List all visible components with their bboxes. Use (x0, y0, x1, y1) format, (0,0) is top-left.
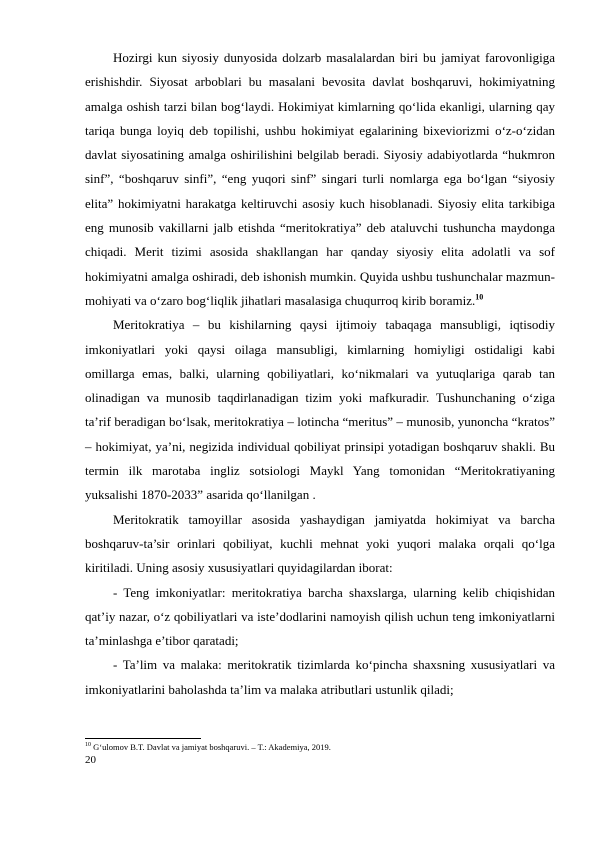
footnote-mark: 10 (85, 742, 91, 749)
paragraph-intro (85, 46, 555, 313)
paragraph-meritocracy-definition: Meritokratiya – bu kishilarning qaysi ijtimoiy tabaqaga mansubligi, iqtisodiy imkoniyatlari yoki qaysi oilaga mansubligi, kimlarning homiyligi ostidaligi kabi omillarga emas, balki, ularning qobiliyatlari, ko‘nikmalari va yutuqlariga qarab tan olinadigan va munosib taqdirlanadigan tizim yoki mafkuradir. Tushunchaning o‘ziga ta’rif beradigan bo‘lsak, meritokratiya – lotincha “meritus” – munosib, yunoncha “kratos” – hokimiyat, ya’ni, negizida individual qobiliyat prinsipi yotadigan boshqaruv shakli. Bu termin ilk marotaba ingliz sotsiologi Maykl Yang tomonidan “Meritokratiyaning yuksalishi 1870-2033” asarida qo‘llanilgan . (85, 317, 555, 503)
footnote-reference[interactable]: 10 (475, 292, 484, 302)
footnote-text: G‘ulomov B.T. Davlat va jamiyat boshqaruvi. – T.: Akademiya, 2019. (91, 742, 331, 752)
paragraph-intro-text: Hozirgi kun siyosiy dunyosida dolzarb masalalardan biri bu jamiyat farovonligiga erishishdir. Siyosat arboblari bu masalani bevosita davlat boshqaruvi, hokimiyatning amalga oshish tarzi bilan bog‘laydi. Hokimiyat kimlarning qo‘lida ekanligi, ularning qay tariqa bunga loyiq deb topilishi, ushbu hokimiyat egalarining bixeviorizmi o‘z-o‘zidan davlat siyosatining amalga oshirilishini belgilab beradi. Siyosiy adabiyotlarda “hukmron sinf”, “boshqaruv sinfi”, “eng yuqori sinf” singari turli nomlarga ega bo‘lgan “siyosiy elita” hokimiyatni harakatga keltiruvchi asosiy kuch hisoblanadi. Siyosiy elita tarkibiga eng munosib vakillarni jalb etishda “meritokratiya” deb ataluvchi tushuncha maydonga chiqadi. Merit tizimi asosida shakllangan har qanday siyosiy elita adolatli va sof hokimiyatni amalga oshiradi, deb ishonish mumkin. Quyida ushbu tushunchalar mazmun-mohiyati va o‘zaro bog‘liqlik jihatlari masalasiga chuqurroq kirib boramiz. (85, 50, 555, 308)
footnote (85, 741, 555, 753)
page-number: 20 (85, 754, 96, 766)
list-item-equal-opportunities: - Teng imkoniyatlar: meritokratiya barcha shaxslarga, ularning kelib chiqishidan qat’iy nazar, o‘z qobiliyatlari va iste’dodlarini namoyish qilish uchun teng imkoniyatlarni ta’minlashga e’tibor qaratadi; (85, 584, 555, 649)
footnote-divider (85, 738, 201, 739)
paragraph-meritocratic-principles: Meritokratik tamoyillar asosida yashaydigan jamiyatda hokimiyat va barcha boshqaruv-ta’sir orinlari qobiliyat, kuchli mehnat yoki yuqori malaka orqali qo‘lga kiritiladi. Uning asosiy xususiyatlari quyidagilardan iborat: (85, 511, 555, 576)
page-body (85, 46, 555, 702)
list-item-education-qualification: - Ta’lim va malaka: meritokratik tizimlarda ko‘pincha shaxsning xususiyatlari va imkoniyatlarini baholashda ta’lim va malaka atributlari ustunlik qiladi; (85, 657, 555, 697)
